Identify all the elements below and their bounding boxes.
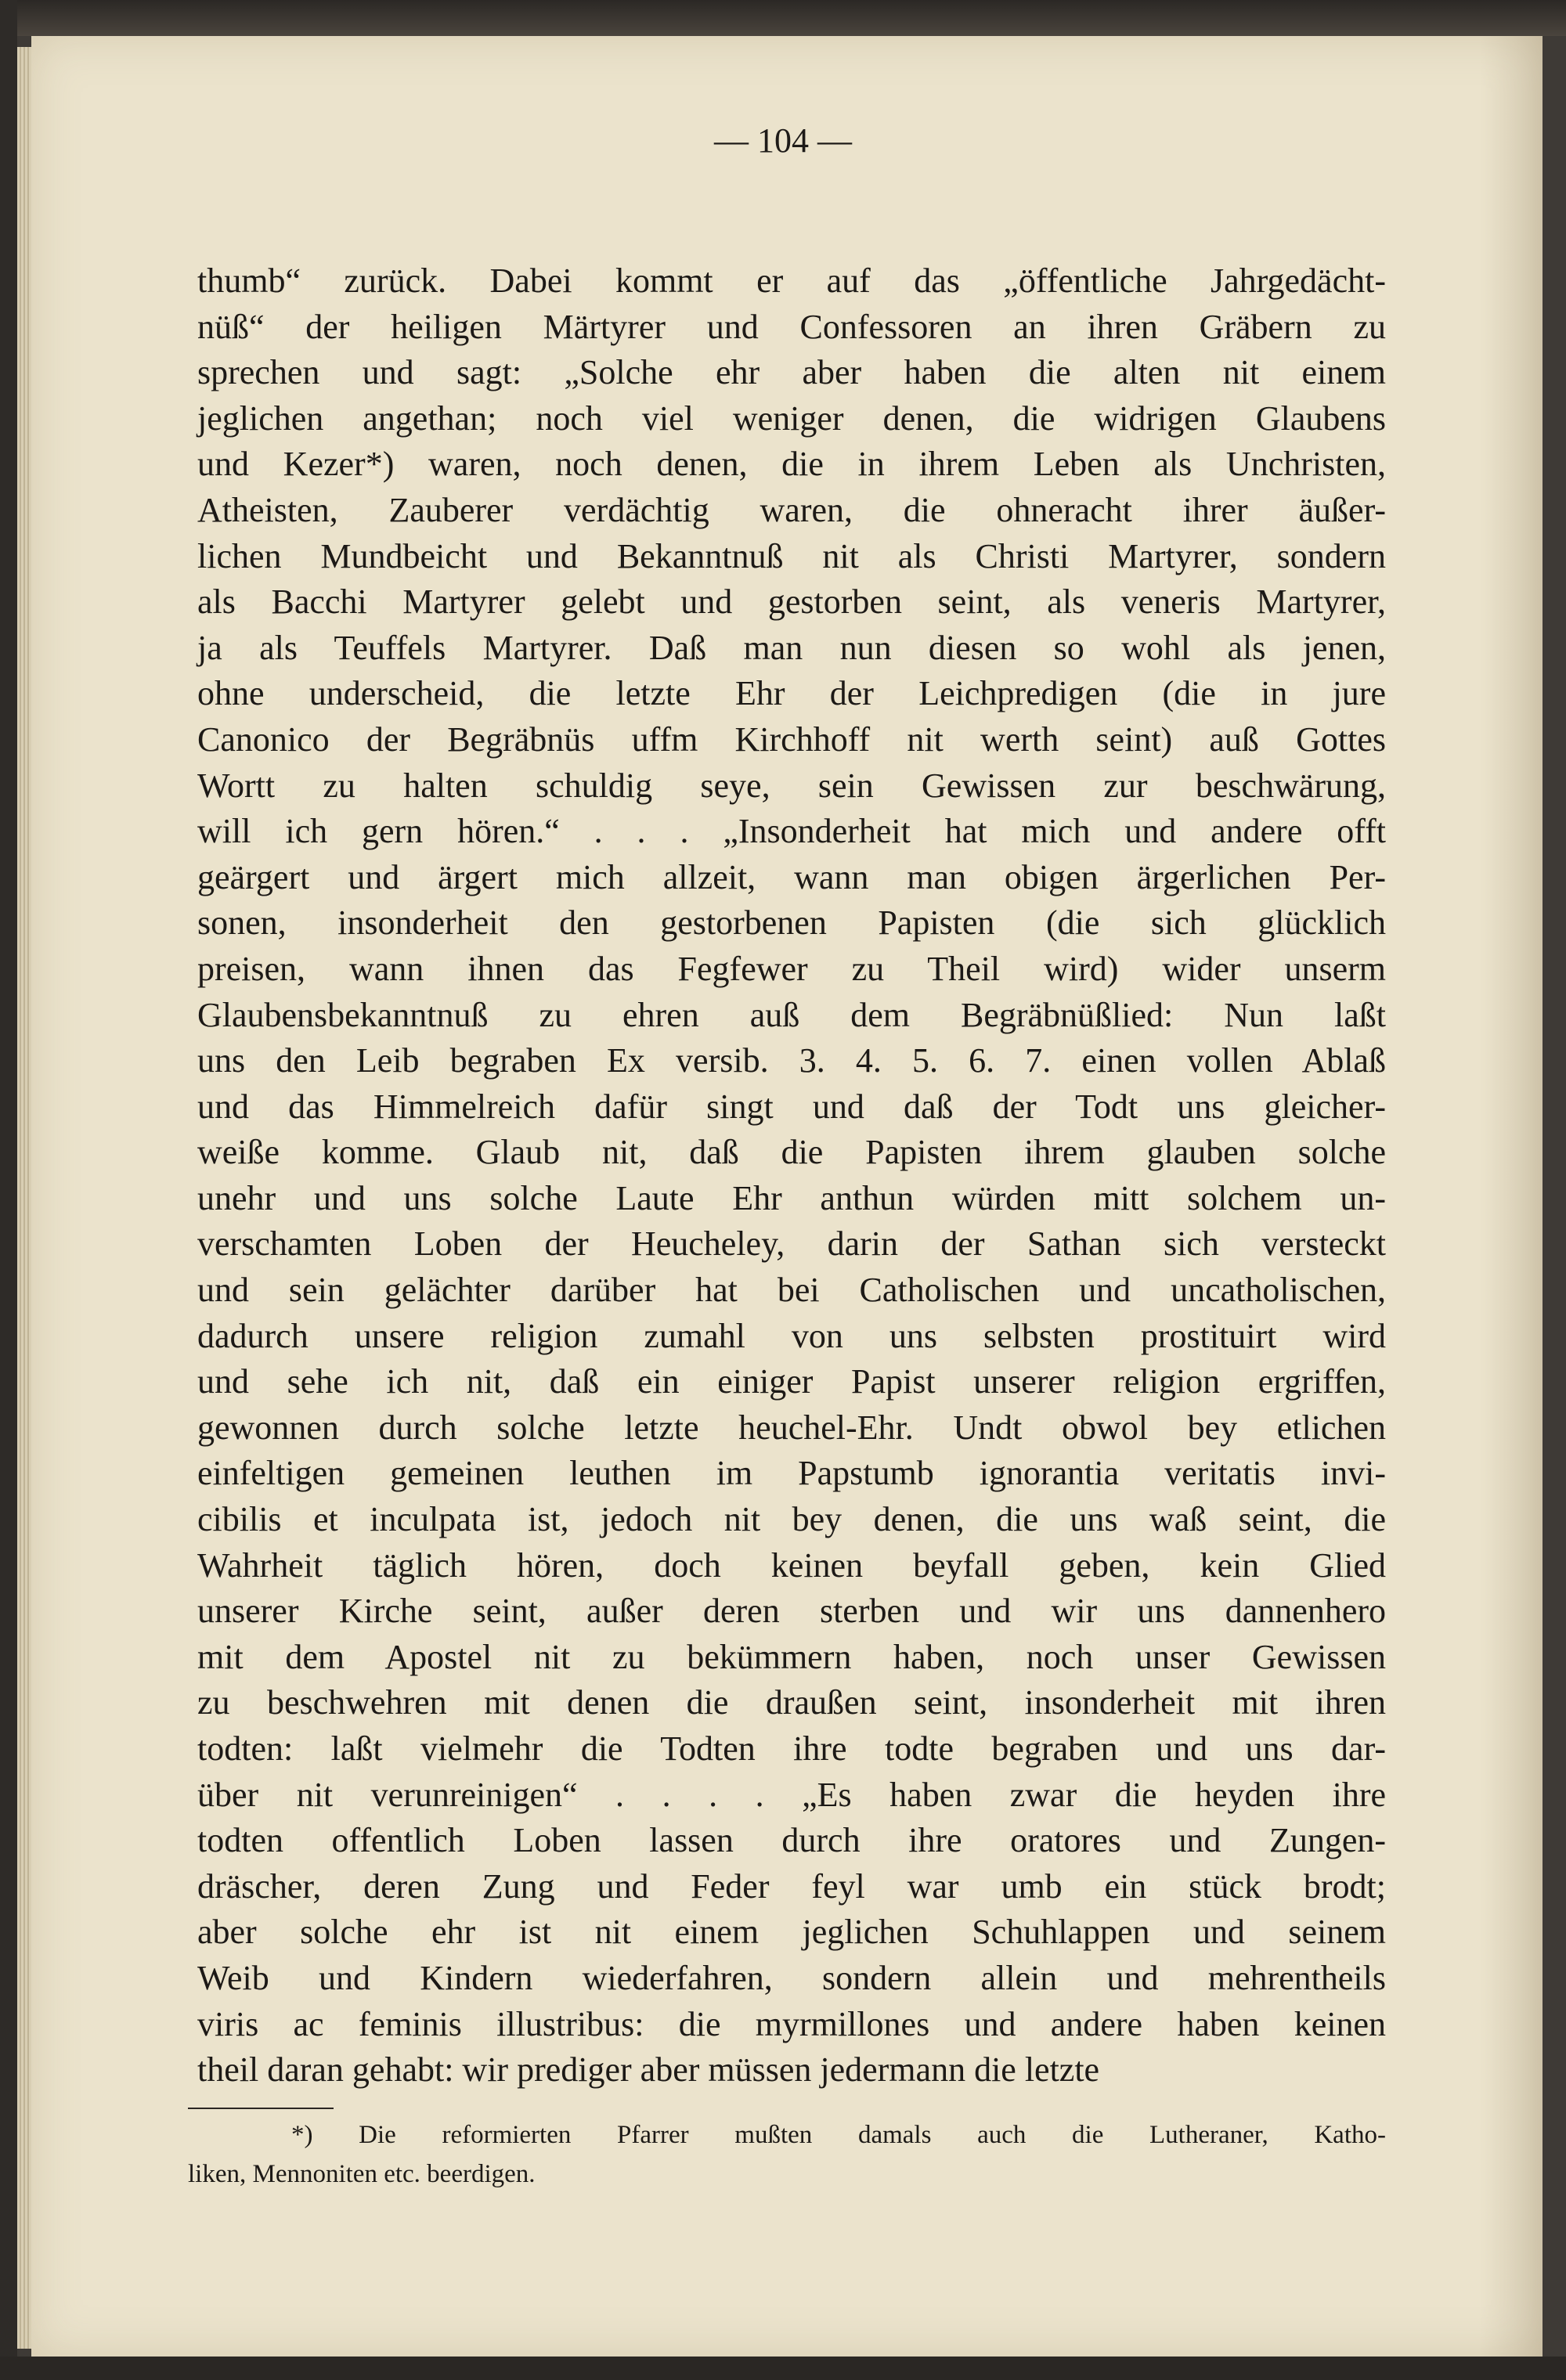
book-cover-bottom-edge: [0, 2357, 1566, 2380]
body-text: [197, 258, 1386, 2093]
text-line: und sein gelächter darüber hat bei Catholischen und uncatholischen,: [197, 1271, 1386, 1310]
text-line: und Kezer*) waren, noch denen, die in ihrem Leben als Unchristen,: [197, 445, 1386, 484]
text-line: thumb“ zurück. Dabei kommt er auf das „öffentliche Jahrgedächt-: [197, 261, 1386, 300]
text-line: Wortt zu halten schuldig seye, sein Gewissen zur beschwärung,: [197, 766, 1386, 805]
text-line: verschamten Loben der Heucheley, darin der Sathan sich versteckt: [197, 1224, 1386, 1264]
text-line: dräscher, deren Zung und Feder feyl war umb ein stück brodt;: [197, 1866, 1386, 1906]
text-line: Wahrheit täglich hören, doch keinen beyfall geben, kein Glied: [197, 1545, 1386, 1585]
text-line: cibilis et inculpata ist, jedoch nit bey denen, die uns waß seint, die: [197, 1500, 1386, 1539]
text-line: lichen Mundbeicht und Bekanntnuß nit als Christi Martyrer, sondern: [197, 536, 1386, 575]
text-line: ja als Teuffels Martyrer. Daß man nun diesen so wohl als jenen,: [197, 628, 1386, 667]
text-line: Glaubensbekanntnuß zu ehren auß dem Begräbnüßlied: Nun laßt: [197, 995, 1386, 1034]
text-line: uns den Leib begraben Ex versib. 3. 4. 5. 6. 7. einen vollen Ablaß: [197, 1041, 1386, 1080]
text-line: Atheisten, Zauberer verdächtig waren, die ohneracht ihrer äußer-: [197, 490, 1386, 529]
book-cover-left-edge: [0, 0, 17, 2380]
text-line: will ich gern hören.“ . . . „Insonderheit hat mich und andere offt: [197, 812, 1386, 851]
text-line: Weib und Kindern wiederfahren, sondern allein und mehrentheils: [197, 1958, 1386, 1997]
text-line: viris ac feminis illustribus: die myrmillones und andere haben keinen: [197, 2004, 1386, 2043]
text-line: mit dem Apostel nit zu bekümmern haben, noch unser Gewissen: [197, 1637, 1386, 1676]
book-cover-top-edge: [0, 0, 1566, 36]
page-fold-shadow: [1480, 36, 1543, 2357]
text-line: und sehe ich nit, daß ein einiger Papist unserer religion ergriffen,: [197, 1362, 1386, 1401]
text-line: gewonnen durch solche letzte heuchel-Ehr. Undt obwol bey etlichen: [197, 1408, 1386, 1447]
text-line: unserer Kirche seint, außer deren sterben und wir uns dannenhero: [197, 1592, 1386, 1631]
text-line: geärgert und ärgert mich allzeit, wann man obigen ärgerlichen Per-: [197, 857, 1386, 896]
page-edges: [17, 47, 31, 2349]
footnote: [188, 2115, 1386, 2194]
text-line: jeglichen angethan; noch viel weniger denen, die widrigen Glaubens: [197, 398, 1386, 438]
text-line: sprechen und sagt: „Solche ehr aber haben die alten nit einem: [197, 353, 1386, 392]
footnote-line: *) Die reformierten Pfarrer mußten damals auch die Lutheraner, Katho-: [291, 2121, 1386, 2149]
footnote-divider: [188, 2108, 334, 2109]
text-line: nüß“ der heiligen Märtyrer und Confessoren an ihren Gräbern zu: [197, 307, 1386, 346]
text-line: weiße komme. Glaub nit, daß die Papisten ihrem glauben solche: [197, 1133, 1386, 1172]
page-number: — 104 —: [714, 121, 852, 160]
text-line: todten: laßt vielmehr die Todten ihre todte begraben und uns dar-: [197, 1729, 1386, 1768]
text-line: und das Himmelreich dafür singt und daß der Todt uns gleicher-: [197, 1087, 1386, 1126]
text-line: unehr und uns solche Laute Ehr anthun würden mitt solchem un-: [197, 1178, 1386, 1217]
text-line: ohne underscheid, die letzte Ehr der Leichpredigen (die in jure: [197, 674, 1386, 713]
text-line: theil daran gehabt: wir prediger aber müssen jedermann die letzte: [197, 2050, 1100, 2090]
text-line: todten offentlich Loben lassen durch ihre oratores und Zungen-: [197, 1821, 1386, 1860]
text-line: preisen, wann ihnen das Fegfewer zu Theil wird) wider unserm: [197, 949, 1386, 988]
text-line: zu beschwehren mit denen die draußen seint, insonderheit mit ihren: [197, 1683, 1386, 1722]
text-line: Canonico der Begräbnüs uffm Kirchhoff nit werth seint) auß Gottes: [197, 719, 1386, 759]
text-line: einfeltigen gemeinen leuthen im Papstumb ignorantia veritatis invi-: [197, 1454, 1386, 1493]
footnote-line: liken, Mennoniten etc. beerdigen.: [188, 2160, 536, 2188]
text-line: aber solche ehr ist nit einem jeglichen Schuhlappen und seinem: [197, 1913, 1386, 1952]
text-line: sonen, insonderheit den gestorbenen Papisten (die sich glücklich: [197, 903, 1386, 943]
text-line: als Bacchi Martyrer gelebt und gestorben seint, als veneris Martyrer,: [197, 582, 1386, 622]
text-line: über nit verunreinigen“ . . . . „Es haben zwar die heyden ihre: [197, 1775, 1386, 1814]
text-line: dadurch unsere religion zumahl von uns selbsten prostituirt wird: [197, 1316, 1386, 1355]
